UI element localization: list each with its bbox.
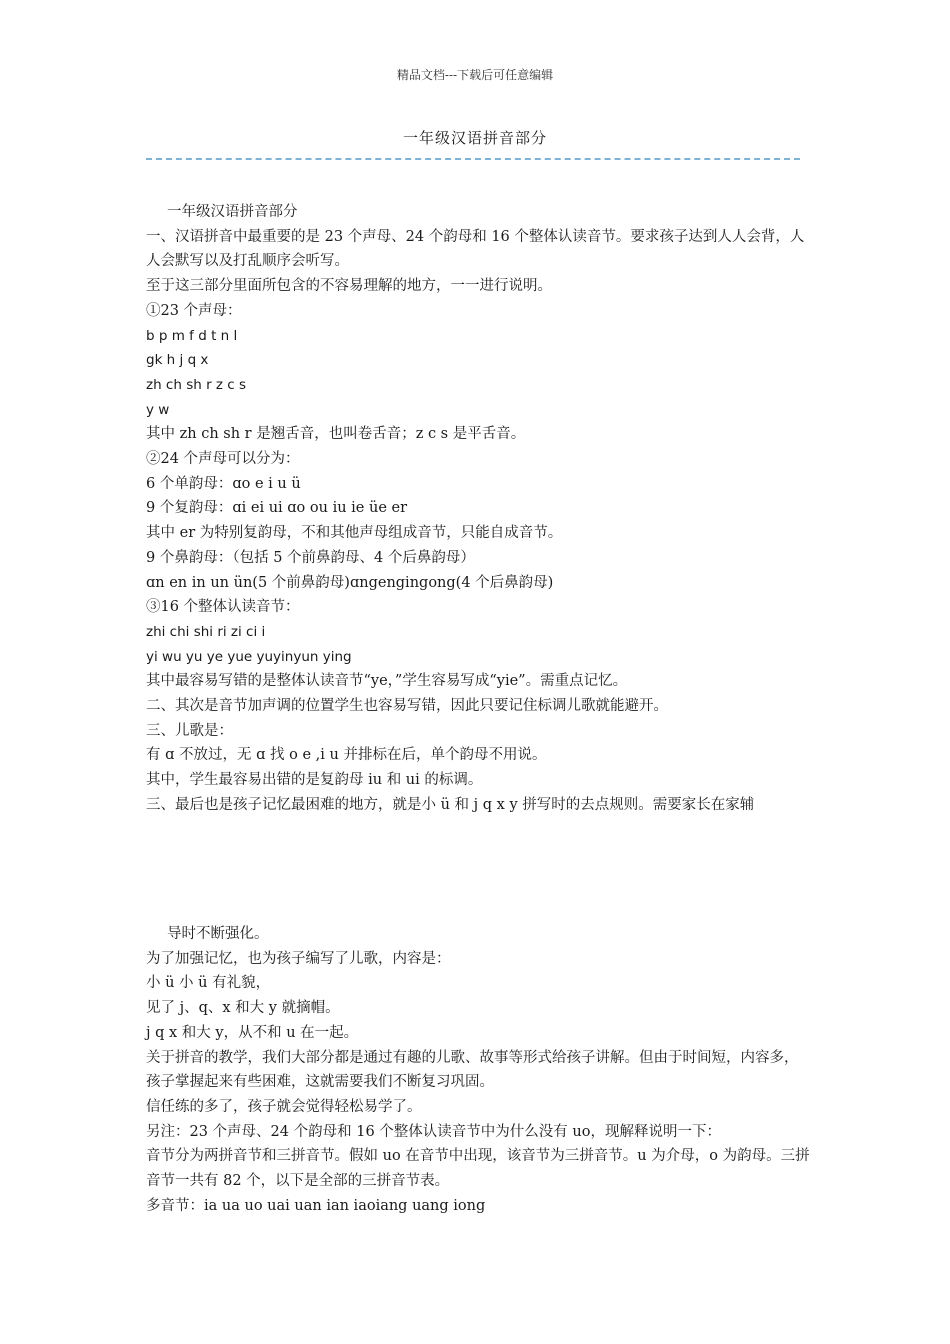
paragraph: 信任练的多了，孩子就会觉得轻松易学了。 bbox=[146, 1098, 422, 1115]
paragraph: 一、汉语拼音中最重要的是 23 个声母、24 个韵母和 16 个整体认读音节。要求孩子达到人人会背，人人会默写以及打乱顺序会听写。 bbox=[146, 228, 805, 270]
body-block-2 bbox=[146, 922, 810, 1218]
paragraph: 9 个鼻韵母：（包括 5 个前鼻韵母、4 个后鼻韵母） bbox=[146, 549, 475, 566]
paragraph: 其中，学生最容易出错的是复韵母 iu 和 ui 的标调。 bbox=[146, 772, 483, 789]
paragraph: 小 ü 小 ü 有礼貌， bbox=[146, 975, 271, 992]
document-title: 一年级汉语拼音部分 bbox=[402, 129, 547, 147]
paragraph: yi wu yu ye yue yuyinyun ying bbox=[146, 648, 352, 665]
paragraph: ①23 个声母： bbox=[146, 302, 242, 319]
paragraph: 9 个复韵母：ɑi ei ui ɑo ou iu ie üe er bbox=[146, 500, 408, 517]
paragraph: 6 个单韵母：ɑo e i u ü bbox=[146, 475, 301, 492]
paragraph: 其中 zh ch sh r 是翘舌音，也叫卷舌音；z c s 是平舌音。 bbox=[146, 426, 526, 443]
paragraph: 为了加强记忆，也为孩子编写了儿歌，内容是： bbox=[146, 950, 451, 967]
paragraph: ②24 个声母可以分为： bbox=[146, 451, 300, 468]
paragraph: 见了 j、q、x 和大 y 就摘帽。 bbox=[146, 1000, 340, 1017]
paragraph: 三、最后也是孩子记忆最困难的地方，就是小 ü 和 j q x y 拼写时的去点规则。需要家长在家辅 bbox=[146, 796, 755, 813]
paragraph: b p m f d t n l bbox=[146, 327, 238, 344]
paragraph: 有 ɑ 不放过，无 ɑ 找 o e ,i u 并排标在后，单个韵母不用说。 bbox=[146, 747, 547, 764]
paragraph: ɑn en in un ün(5 个前鼻韵母)ɑngengingong(4 个后鼻韵母) bbox=[146, 574, 554, 591]
paragraph: 其中 er 为特别复韵母，不和其他声母组成音节，只能自成音节。 bbox=[146, 525, 563, 542]
body-block-1 bbox=[146, 200, 810, 818]
paragraph: 三、儿歌是： bbox=[146, 722, 233, 739]
paragraph: 导时不断强化。 bbox=[167, 926, 269, 942]
paragraph: 音节分为两拼音节和三拼音节。假如 uo 在音节中出现，该音节为三拼音节。u 为介母，o 为韵母。三拼音节一共有 82 个，以下是全部的三拼音节表。 bbox=[146, 1148, 810, 1190]
paragraph: 一年级汉语拼音部分 bbox=[167, 204, 298, 220]
paragraph: 另注：23 个声母、24 个韵母和 16 个整体认读音节中为什么没有 uo，现解释说明一下： bbox=[146, 1123, 721, 1140]
paragraph: ③16 个整体认读音节： bbox=[146, 599, 300, 616]
paragraph: gk h j q x bbox=[146, 352, 209, 369]
title-divider bbox=[146, 158, 800, 160]
paragraph: zhi chi shi ri zi ci i bbox=[146, 623, 266, 640]
paragraph: 二、其次是音节加声调的位置学生也容易写错，因此只要记住标调儿歌就能避开。 bbox=[146, 698, 668, 715]
header-note: 精品文档---下载后可任意编辑 bbox=[396, 68, 554, 82]
paragraph: j q x 和大 y，从不和 u 在一起。 bbox=[146, 1024, 359, 1041]
paragraph: 至于这三部分里面所包含的不容易理解的地方，一一进行说明。 bbox=[146, 278, 552, 295]
paragraph: 关于拼音的教学，我们大部分都是通过有趣的儿歌、故事等形式给孩子讲解。但由于时间短，内容多，孩子掌握起来有些困难，这就需要我们不断复习巩固。 bbox=[146, 1049, 799, 1091]
paragraph: 多音节：ia ua uo uai uan ian iaoiang uang iong bbox=[146, 1197, 486, 1214]
paragraph: 其中最容易写错的是整体认读音节“ye，”学生容易写成“yie”。需重点记忆。 bbox=[146, 673, 628, 690]
paragraph: y w bbox=[146, 401, 170, 418]
paragraph: zh ch sh r z c s bbox=[146, 376, 247, 393]
